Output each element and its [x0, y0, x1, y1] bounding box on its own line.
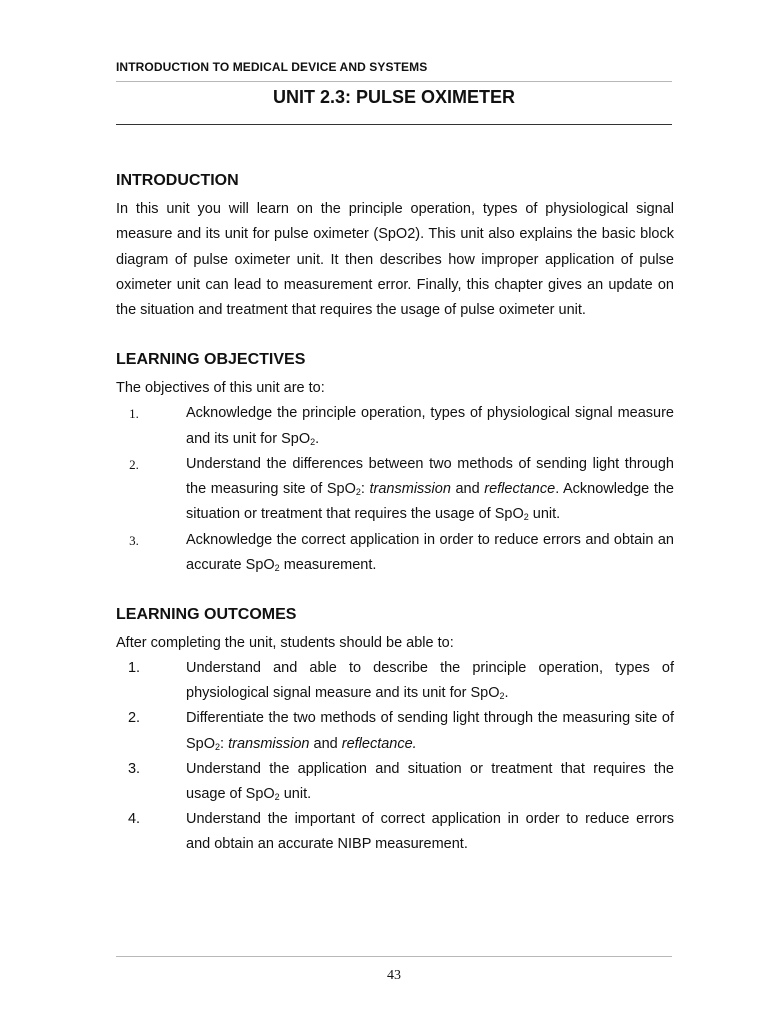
outcomes-lead: After completing the unit, students should be able to: — [116, 634, 454, 651]
item-text: : — [360, 481, 370, 498]
italic-term: transmission — [369, 481, 451, 498]
list-number: 1. — [129, 406, 139, 422]
header-rule — [116, 81, 672, 82]
list-item — [116, 757, 674, 807]
item-text: Understand and able to describe the principle operation, types of physiological signal measure and its unit for SpO — [186, 659, 674, 702]
introduction-paragraph: In this unit you will learn on the principle operation, types of physiological signal measure and its unit for pulse oximeter (SpO2). This unit also explains the basic block diagram of pulse oximeter unit. It then describes how improper application of pulse oximeter unit can lead to measurement error. Finally, this chapter gives an update on the situation and treatment that requires the usage of pulse oximeter unit. — [116, 201, 674, 319]
list-item — [116, 706, 674, 756]
list-item — [116, 401, 674, 451]
list-number: 2. — [127, 710, 141, 727]
subscript: 2 — [274, 791, 280, 802]
section-heading-objectives: LEARNING OBJECTIVES — [116, 351, 306, 369]
item-text: Acknowledge the correct application in order to reduce errors and obtain an accurate SpO — [186, 531, 674, 573]
section-heading-outcomes: LEARNING OUTCOMES — [116, 605, 297, 623]
item-text: Acknowledge the principle operation, types of physiological signal measure and its unit for SpO — [186, 405, 674, 447]
list-number: 3. — [129, 532, 139, 548]
objectives-section — [116, 349, 674, 577]
item-text: and — [309, 735, 342, 752]
list-number: 1. — [127, 659, 141, 676]
outcomes-section — [116, 604, 674, 858]
footer-rule — [116, 956, 672, 957]
italic-term: reflectance — [484, 481, 556, 498]
subscript: 2 — [274, 562, 280, 573]
page-number: 43 — [387, 968, 401, 983]
subscript: 2 — [355, 487, 361, 498]
item-text: unit. — [279, 785, 312, 802]
list-item — [116, 452, 674, 528]
list-item — [116, 656, 674, 706]
item-text: measurement. — [279, 556, 377, 573]
subscript: 2 — [215, 741, 221, 752]
list-number: 3. — [127, 760, 141, 777]
list-number: 2. — [129, 456, 139, 472]
item-text: . Acknowledge the situation or treatment that requires the usage of SpO — [186, 481, 674, 523]
item-text: Understand the application and situation or treatment that requires the usage of SpO — [186, 760, 674, 802]
subscript: 2 — [499, 691, 505, 702]
unit-title: UNIT 2.3: PULSE OXIMETER — [272, 87, 516, 107]
item-text: Understand the important of correct application in order to reduce errors and obtain an accurate NIBP measurement. — [186, 811, 674, 853]
main-content — [116, 170, 674, 858]
item-text: Understand the differences between two methods of sending light through the measuring site of SpO — [186, 455, 674, 498]
italic-term: reflectance. — [341, 735, 417, 752]
item-text: unit. — [528, 506, 561, 523]
subscript: 2 — [310, 436, 316, 447]
objectives-lead: The objectives of this unit are to: — [116, 380, 325, 397]
section-heading-introduction: INTRODUCTION — [116, 172, 239, 189]
outcomes-list — [116, 656, 674, 858]
item-text: . — [315, 430, 320, 447]
list-item — [116, 528, 674, 578]
item-text: Differentiate the two methods of sending light through the measuring site of SpO — [186, 710, 674, 752]
list-item — [116, 807, 674, 857]
italic-term: transmission — [228, 735, 310, 752]
item-text: and — [450, 481, 485, 498]
subscript: 2 — [523, 512, 529, 523]
objectives-list — [116, 401, 674, 577]
item-text: . — [504, 685, 509, 702]
list-number: 4. — [127, 811, 141, 828]
item-text: : — [220, 735, 229, 752]
title-rule — [116, 124, 672, 125]
running-header: INTRODUCTION TO MEDICAL DEVICE AND SYSTEMS — [116, 60, 428, 74]
introduction-section — [116, 170, 674, 323]
